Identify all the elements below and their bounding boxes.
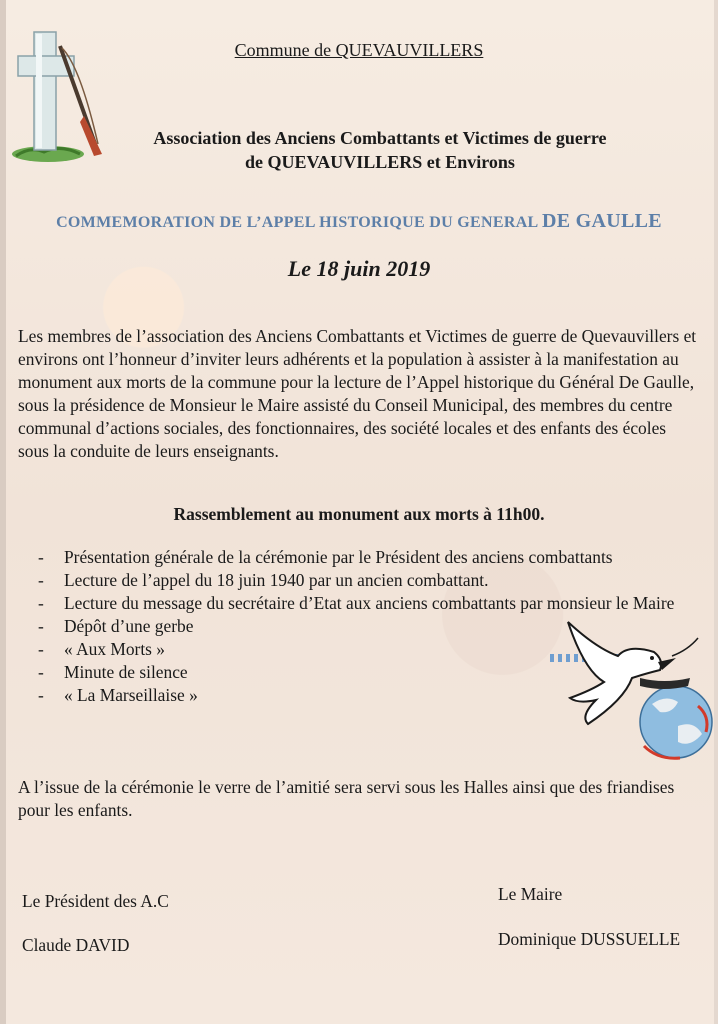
association-line-1: Association des Anciens Combattants et Victimes de guerre — [153, 128, 607, 148]
list-item-text: Dépôt d’une gerbe — [64, 616, 194, 636]
list-item-text: « La Marseillaise » — [64, 685, 198, 705]
list-dash: - — [38, 662, 44, 682]
list-item — [38, 546, 698, 569]
list-item — [38, 569, 698, 592]
commemoration-title-part1: COMMEMORATION DE L’APPEL HISTORIQUE DU GENERAL — [56, 214, 542, 231]
list-dash: - — [38, 616, 44, 636]
list-item-text: Lecture de l’appel du 18 juin 1940 par un ancien combattant. — [64, 570, 489, 590]
list-dash: - — [38, 570, 44, 590]
list-dash: - — [38, 547, 44, 567]
list-dash: - — [38, 639, 44, 659]
dove-with-globe-icon — [548, 608, 714, 768]
list-dash: - — [38, 685, 44, 705]
association-line-2: de QUEVAUVILLERS et Environs — [245, 152, 515, 172]
signature-left-name: Claude DAVID — [22, 935, 130, 955]
event-date: Le 18 juin 2019 — [287, 256, 431, 281]
closing-paragraph: A l’issue de la cérémonie le verre de l’amitié sera servi sous les Halles ainsi que des friandises pour les enfants. — [18, 777, 675, 820]
invitation-paragraph: Les membres de l’association des Anciens Combattants et Victimes de guerre de Quevauvillers et environs ont l’honneur d’inviter leurs adhérents et la population à assister à la manifestation au monument aux morts de la commune pour la lecture de l’Appel historique du Général De Gaulle, sous la présidence de Monsieur le Maire assisté du Conseil Municipal, des membres du centre communal d’actions sociales, des fonctionnaires, des société locales et des enfants des écoles sous la conduite de leurs enseignants. — [18, 326, 697, 461]
list-dash: - — [38, 593, 44, 613]
commemoration-title — [0, 210, 718, 233]
list-item-text: Minute de silence — [64, 662, 188, 682]
rassemblement-line: Rassemblement au monument aux morts à 11h00. — [173, 504, 545, 524]
signature-left-title: Le Président des A.C — [22, 891, 169, 911]
list-item-text: Lecture du message du secrétaire d’Etat aux anciens combattants par monsieur le Maire — [64, 593, 675, 613]
signature-right-name: Dominique DUSSUELLE — [498, 929, 681, 949]
association-heading — [100, 126, 660, 174]
signature-right-title: Le Maire — [498, 884, 563, 904]
list-item-text: « Aux Morts » — [64, 639, 165, 659]
commune-heading: Commune de QUEVAUVILLERS — [234, 40, 484, 60]
list-item-text: Présentation générale de la cérémonie par le Président des anciens combattants — [64, 547, 613, 567]
commemoration-title-part2: DE GAULLE — [541, 210, 662, 232]
